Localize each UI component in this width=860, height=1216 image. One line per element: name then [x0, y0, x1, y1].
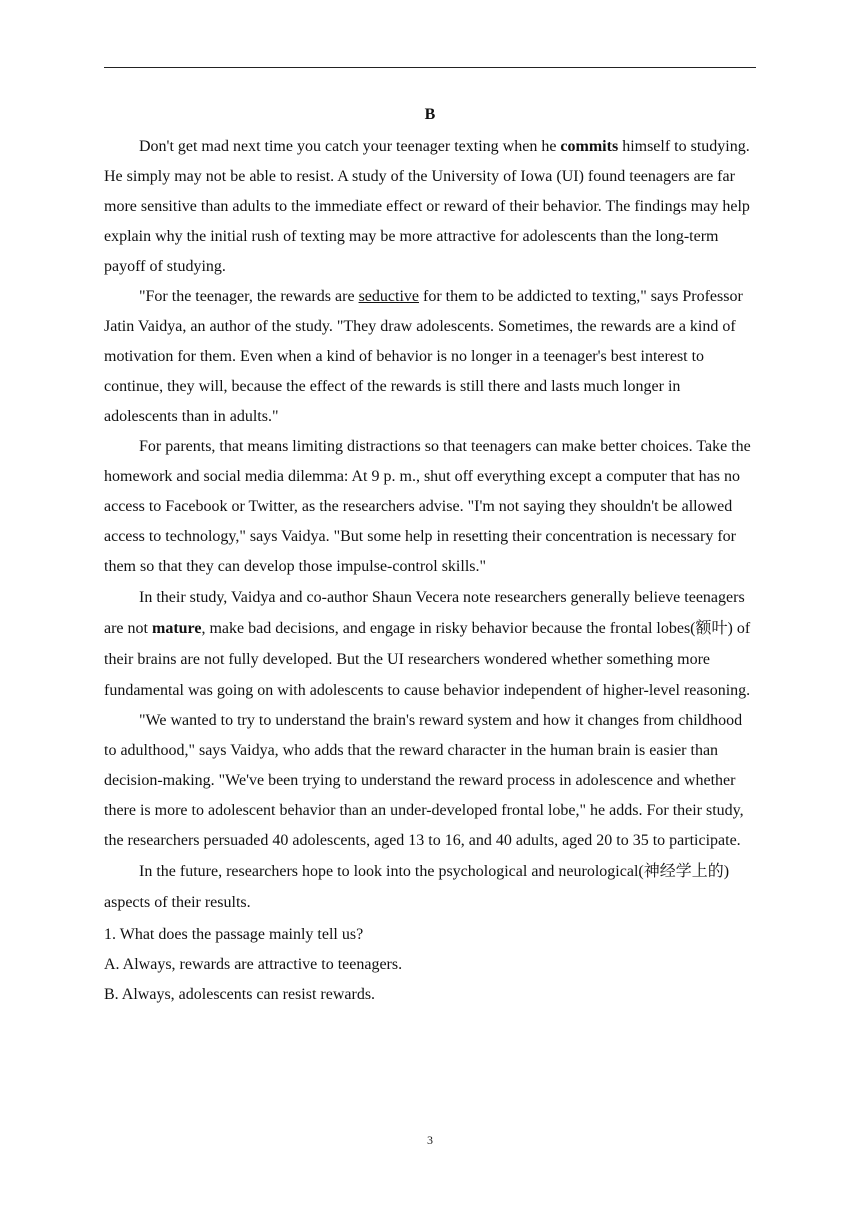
paragraph-1-text-a: Don't get mad next time you catch your teenager texting when he [139, 138, 561, 155]
option-b: B. Always, adolescents can resist rewards. [104, 986, 376, 1003]
paragraph-4 [104, 582, 756, 706]
question-block [104, 920, 756, 1010]
keyword-mature: mature [151, 620, 202, 637]
paragraph-2-text-c: for them to be addicted to texting," says Professor Jatin Vaidya, an author of the study. "They draw adolescents. Sometimes, the rewards are a kind of motivation for them. Even when a kind of behavior is no longer in a teenager's best interest to continue, they will, because the effect of the rewards is still there and lasts much longer in adolescents than in adults." [104, 288, 743, 425]
paragraph-4-text-a: In their study, Vaidya and co-author Shaun Vecera note researchers generally believe teenagers are not [104, 589, 745, 637]
option-a: A. Always, rewards are attractive to teenagers. [104, 956, 403, 973]
paragraph-2 [104, 282, 756, 432]
paragraph-3: For parents, that means limiting distractions so that teenagers can make better choices. Take the homework and social media dilemma: At 9 p. m., shut off everything except a computer that has no access to Facebook or Twitter, as the researchers advise. "I'm not saying they shouldn't be allowed access to technology," says Vaidya. "But some help in resetting their concentration is necessary for them so that they can develop those impulse-control skills." [104, 438, 751, 575]
keyword-seductive: seductive [358, 288, 419, 305]
header-rule [104, 67, 756, 68]
paragraph-4-text-c: , make bad decisions, and engage in risky behavior because the frontal lobes(额叶) of their brains are not fully developed. But the UI researchers wondered whether something more fundamental was going on with adolescents to cause behavior independent of higher-level reasoning. [104, 620, 751, 699]
keyword-commits: commits [560, 138, 619, 155]
document-body [104, 98, 756, 1010]
paragraph-1 [104, 132, 756, 282]
paragraph-2-text-a: "For the teenager, the rewards are [139, 288, 359, 305]
page-number: 3 [427, 1133, 433, 1147]
paragraph-6: In the future, researchers hope to look into the psychological and neurological(神经学上的) aspects of their results. [104, 863, 730, 911]
paragraph-5: "We wanted to try to understand the brain's reward system and how it changes from childhood to adulthood," says Vaidya, who adds that the reward character in the human brain is easier than decision-making. "We've been trying to understand the reward process in adolescence and whether there is more to adolescent behavior than an under-developed frontal lobe," he adds. For their study, the researchers persuaded 40 adolescents, aged 13 to 16, and 40 adults, aged 20 to 35 to participate. [104, 712, 744, 849]
section-title: B [424, 106, 436, 123]
paragraph-1-text-c: himself to studying. He simply may not be able to resist. A study of the University of Iowa (UI) found teenagers are far more sensitive than adults to the immediate effect or reward of their behavior. The findings may help explain why the initial rush of texting may be more attractive for adolescents than the long-term payoff of studying. [104, 138, 750, 275]
question-stem: 1. What does the passage mainly tell us? [104, 926, 364, 943]
